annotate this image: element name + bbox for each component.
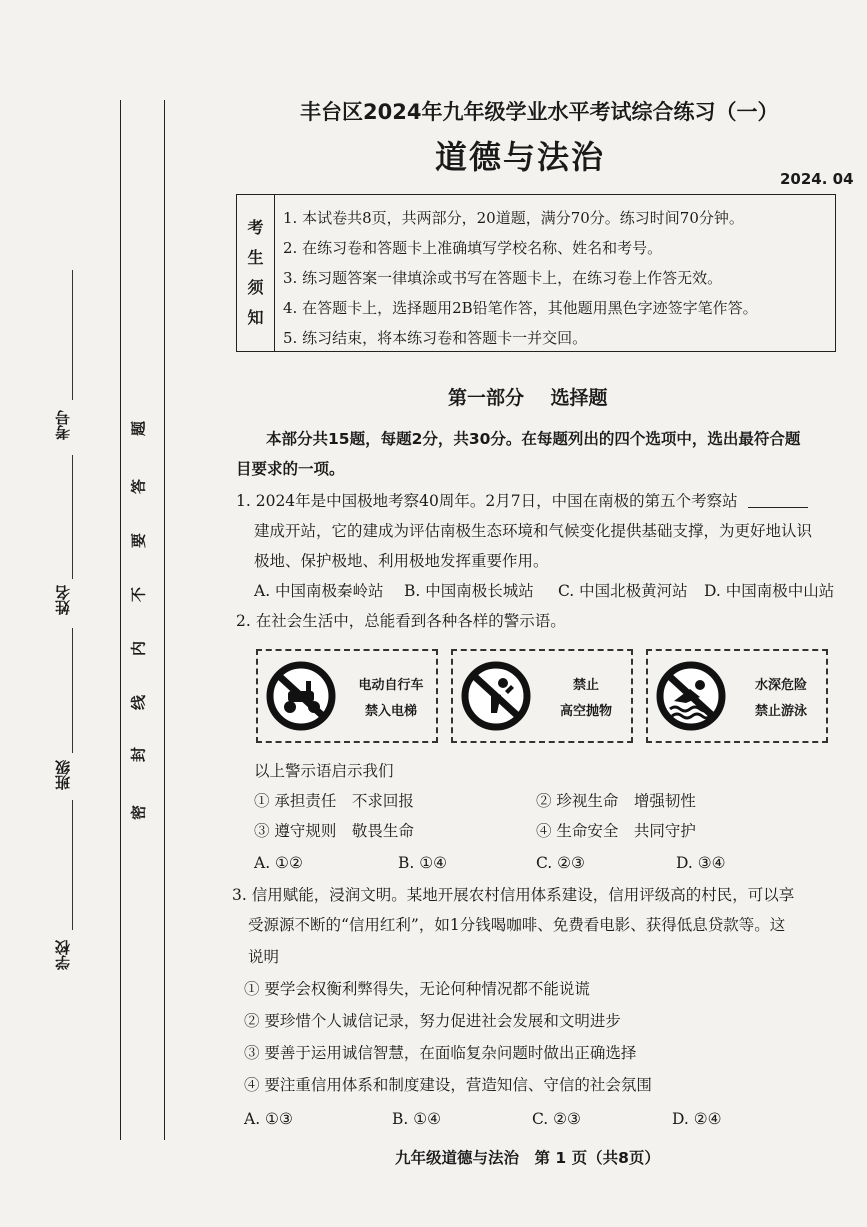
seal-char: 封	[129, 747, 148, 763]
q1-option-a: A. 中国南极秦岭站	[254, 582, 384, 600]
notice-item: 5. 练习结束，将本练习卷和答题卡一并交回。	[283, 329, 588, 347]
candidate-notice-box	[236, 194, 836, 352]
notice-item: 1. 本试卷共8页，共两部分，20道题，满分70分。练习时间70分钟。	[283, 209, 744, 227]
exam-date: 2024. 04	[780, 170, 854, 188]
q3-item-3: ③ 要善于运用诚信智慧，在面临复杂问题时做出正确选择	[244, 1044, 637, 1062]
no-ebike-icon	[266, 661, 336, 731]
q2-item-2: ② 珍视生命 增强韧性	[536, 792, 696, 810]
q2-option-a: A. ①②	[254, 854, 303, 872]
seal-char: 密	[129, 805, 148, 821]
notice-heading-char: 考	[247, 218, 264, 237]
q3-item-1: ① 要学会权衡利弊得失，无论何种情况都不能说谎	[244, 980, 590, 998]
notice-heading-char: 知	[247, 308, 264, 327]
notice-heading	[237, 195, 275, 351]
q2-option-d: D. ③④	[676, 854, 726, 872]
notice-item: 2. 在练习卷和答题卡上准确填写学校名称、姓名和考号。	[283, 239, 663, 257]
seal-char: 题	[129, 421, 148, 437]
binding-line-inner	[164, 100, 165, 1140]
part-one-intro-line1: 本部分共15题，每题2分，共30分。在每题列出的四个选项中，选出最符合题	[266, 430, 801, 448]
q1-answer-blank	[748, 507, 808, 508]
no-throwing-icon	[461, 661, 531, 731]
notice-list	[283, 203, 829, 353]
field-label-class: 班级	[54, 760, 72, 790]
q3-line1: 3. 信用赋能，浸润文明。某地开展农村信用体系建设，信用评级高的村民，可以享	[232, 886, 795, 904]
part-one-title: 第一部分 选择题	[448, 387, 608, 409]
sign-text	[348, 673, 434, 725]
field-label-name: 姓名	[54, 585, 72, 615]
q2-stem: 2. 在社会生活中，总能看到各种各样的警示语。	[236, 612, 566, 630]
school-blank[interactable]	[72, 800, 73, 930]
seal-char: 答	[129, 479, 148, 495]
q3-item-2: ② 要珍惜个人诚信记录，努力促进社会发展和文明进步	[244, 1012, 621, 1030]
sign-text-line: 禁入电梯	[364, 704, 417, 719]
warning-sign-throwing	[451, 649, 633, 743]
q2-option-c: C. ②③	[536, 854, 585, 872]
sign-text-line: 电动自行车	[358, 678, 424, 693]
notice-heading-char: 生	[247, 248, 264, 267]
class-blank[interactable]	[72, 628, 73, 753]
seal-char: 要	[129, 533, 148, 549]
page-footer: 九年级道德与法治 第 1 页（共8页）	[395, 1149, 660, 1167]
q1-line1	[236, 486, 808, 516]
sign-text-line: 水深危险	[754, 678, 807, 693]
q3-option-c: C. ②③	[532, 1110, 581, 1128]
q3-line3: 说明	[248, 948, 280, 966]
warning-sign-swimming	[646, 649, 828, 743]
name-blank[interactable]	[72, 455, 73, 579]
q1-line3: 极地、保护极地、利用极地发挥重要作用。	[254, 552, 549, 570]
seal-char: 不	[129, 587, 148, 603]
exam-title: 丰台区2024年九年级学业水平考试综合练习（一）	[300, 100, 779, 124]
no-swimming-icon	[656, 661, 726, 731]
field-label-school: 学校	[54, 940, 72, 970]
sign-text	[738, 673, 824, 725]
binding-line-outer	[120, 100, 121, 1140]
subject-title: 道德与法治	[434, 138, 605, 176]
q2-lead: 以上警示语启示我们	[254, 762, 394, 780]
q2-item-1: ① 承担责任 不求回报	[254, 792, 414, 810]
sign-text-line: 高空抛物	[559, 704, 612, 719]
q1-stem-text: 1. 2024年是中国极地考察40周年。2月7日，中国在南极的第五个考察站	[236, 492, 738, 510]
q1-option-c: C. 中国北极黄河站	[558, 582, 688, 600]
sign-text-line: 禁止	[572, 678, 599, 693]
exam-id-blank[interactable]	[72, 270, 73, 400]
q2-item-3: ③ 遵守规则 敬畏生命	[254, 822, 414, 840]
q1-option-d: D. 中国南极中山站	[704, 582, 835, 600]
q2-item-4: ④ 生命安全 共同守护	[536, 822, 696, 840]
q3-option-a: A. ①③	[244, 1110, 293, 1128]
seal-char: 线	[129, 695, 148, 711]
q1-line2: 建成开站，它的建成为评估南极生态环境和气候变化提供基础支撑，为更好地认识	[254, 522, 813, 540]
part-one-intro-line2: 目要求的一项。	[236, 460, 345, 478]
q3-item-4: ④ 要注重信用体系和制度建设，营造知信、守信的社会氛围	[244, 1076, 652, 1094]
sign-text-line: 禁止游泳	[754, 704, 807, 719]
q1-option-b: B. 中国南极长城站	[404, 582, 534, 600]
sign-text	[543, 673, 629, 725]
q2-option-b: B. ①④	[398, 854, 448, 872]
q3-option-b: B. ①④	[392, 1110, 442, 1128]
q3-line2: 受源源不断的“信用红利”，如1分钱喝咖啡、免费看电影、获得低息贷款等。这	[248, 916, 786, 934]
field-label-exam-id: 考号	[54, 410, 72, 440]
q3-option-d: D. ②④	[672, 1110, 722, 1128]
notice-heading-char: 须	[247, 278, 264, 297]
notice-item: 3. 练习题答案一律填涂或书写在答题卡上，在练习卷上作答无效。	[283, 269, 723, 287]
notice-item: 4. 在答题卡上，选择题用2B铅笔作答，其他题用黑色字迹签字笔作答。	[283, 299, 758, 317]
warning-sign-ebike	[256, 649, 438, 743]
seal-char: 内	[129, 641, 148, 657]
